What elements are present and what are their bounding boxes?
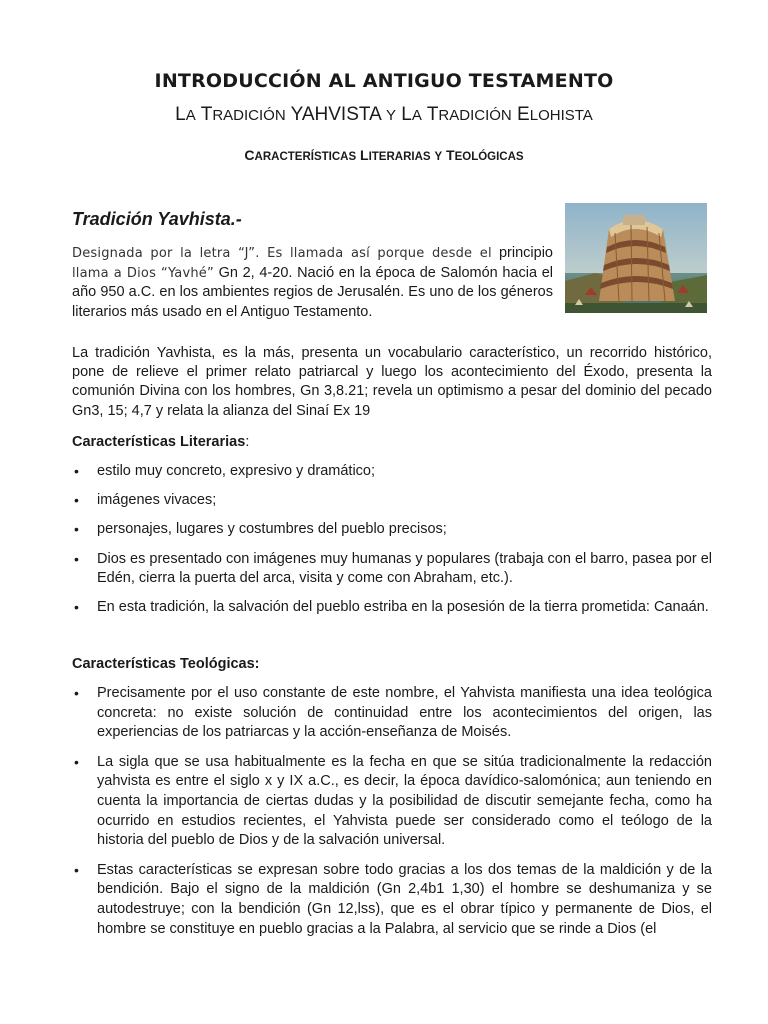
subtitle-text: Y: [385, 107, 396, 124]
list-item: [72, 520, 712, 539]
list-item: [72, 861, 712, 939]
subtitle-letter: E: [517, 104, 530, 125]
bullet: •: [74, 753, 79, 770]
theological-heading: Características Teológicas:: [72, 656, 260, 672]
subtitle-text: RADICIÓN: [438, 107, 512, 124]
document-title: INTRODUCCIÓN AL ANTIGUO TESTAMENTO: [154, 70, 614, 92]
literary-heading: [72, 434, 249, 450]
list-item: [72, 491, 712, 510]
list-item-text: La sigla que se usa habitualmente es la fecha en que se sitúa tradicionalmente la redacción yahvista es entre el siglo x y IX a.C., es decir, la época davídico-salomónica; aun teniendo en cuenta la importancia de ciertas dudas y la posibilidad de discutir semejante fecha, como ha ocurrido en estudios recientes, el Yahvista puede ser considerado como el teólogo de la historia del pueblo de Dios y de la salvación universal.: [97, 753, 712, 849]
subtitle-text: A: [185, 107, 196, 124]
subtitle-text: YAHVISTA: [290, 104, 381, 125]
subtitle-text: A: [411, 107, 422, 124]
list-item: [72, 462, 712, 481]
document-subtitle: [0, 104, 768, 126]
list-item: [72, 550, 712, 588]
subheading-letter: T: [446, 147, 455, 163]
bullet: •: [74, 599, 79, 616]
bullet: •: [74, 492, 79, 509]
theological-list: [72, 684, 712, 949]
subtitle-letter: L: [401, 104, 412, 125]
intro-text-alt: Designada por la letra “J”. Es llamada así porque desde el: [72, 246, 492, 261]
subheading-text: EOLÓGICAS: [454, 151, 524, 163]
list-item-text: imágenes vivaces;: [97, 492, 217, 509]
subheading-letter: L: [360, 147, 369, 163]
bullet: •: [74, 861, 79, 878]
second-paragraph: La tradición Yavhista, es la más, presenta un vocabulario característico, un recorrido histórico, pone de relieve el primer relato patriarcal y luego los acontecimiento del Éxodo, presenta la comunión Divina con los hombres, Gn 3,8.21; revela un optimismo a pesar del dominio del pecado Gn3, 15; 4,7 y relata la alianza del Sinaí Ex 19: [72, 345, 712, 419]
subheading-text: ARACTERÍSTICAS: [254, 151, 357, 163]
subheading-letter: C: [244, 147, 255, 163]
list-item-text: estilo muy concreto, expresivo y dramático;: [97, 463, 376, 479]
list-item: [72, 753, 712, 851]
bullet: •: [74, 685, 79, 701]
subtitle-letter: L: [175, 104, 186, 125]
list-item-text: personajes, lugares y costumbres del pueblo precisos;: [97, 521, 447, 538]
list-item: [72, 684, 712, 743]
literary-heading-text: Características Literarias: [72, 434, 246, 450]
literary-list: [72, 462, 712, 627]
list-item-text: Estas características se expresan sobre todo gracias a los dos temas de la maldición y de la bendición. Bajo el signo de la maldición (Gn 2,4b1 1,30) el hombre se deshumaniza y se autodestruye; con la bendición (Gn 12,lss), que es el obrar típico y permanente de Dios, el hombre se constituye en pueblo gracias a la Palabra, al servicio que se rinde a Dios (el: [97, 861, 712, 937]
subtitle-text: LOHISTA: [529, 107, 593, 124]
section-heading: Tradición Yavhista.-: [72, 209, 242, 229]
subheading-text: Y: [434, 151, 443, 163]
intro-text-alt: llama a Dios “Yavhé”: [72, 265, 214, 281]
subtitle-letter: T: [200, 104, 213, 125]
bullet: •: [74, 550, 79, 567]
intro-text: principio: [491, 245, 553, 261]
list-item-text: Dios es presentado con imágenes muy humanas y populares (trabaja con el barro, pasea por el Edén, cierra la puerta del arca, visita y come con Abraham, etc.).: [97, 550, 712, 586]
tower-of-babel-painting: [565, 203, 707, 313]
bullet: •: [74, 463, 79, 479]
literary-heading-colon: :: [245, 434, 250, 450]
bullet: •: [74, 521, 79, 538]
intro-text: Gn 2, 4-20. Nació en la época de Salomón hacia el año 950 a.C. en los ambientes regios de Jerusalén. Es uno de los géneros literarios más usado en el Antiguo Testamento.: [72, 264, 553, 320]
intro-paragraph: [72, 244, 553, 322]
subtitle-letter: T: [426, 104, 439, 125]
list-item-text: Precisamente por el uso constante de este nombre, el Yahvista manifiesta una idea teológica concreta: no existe solución de continuidad entre los acontecimientos del origen, las experiencias de los patriarcas y la acción-enseñanza de Moisés.: [97, 685, 712, 741]
subtitle-text: RADICIÓN: [212, 107, 286, 124]
list-item-text: En esta tradición, la salvación del pueblo estriba en la posesión de la tierra prometida: Canaán.: [97, 599, 709, 616]
subheading-text: ITERARIAS: [368, 151, 431, 163]
list-item: [72, 598, 712, 617]
document-subheading: [0, 147, 768, 163]
